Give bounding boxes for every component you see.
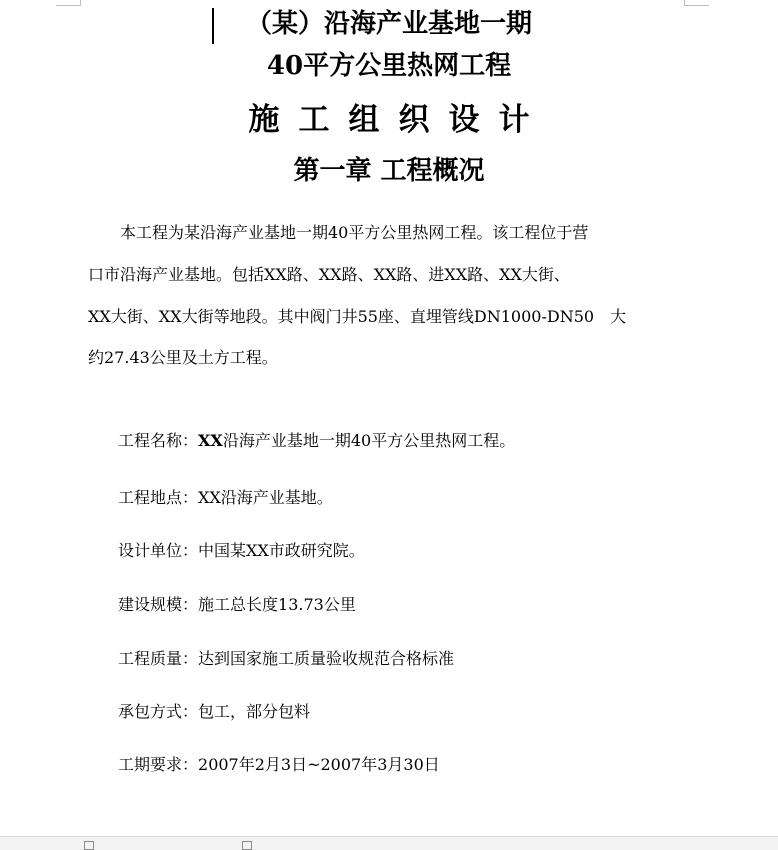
field-design-unit — [118, 540, 365, 562]
title-line-2: 40平方公里热网工程 — [266, 51, 512, 81]
chapter-title: 第一章 工程概况 — [293, 156, 485, 186]
field-value: 沿海产业基地一期40平方公里热网工程。 — [222, 431, 516, 450]
field-label: 承包方式： — [118, 702, 199, 721]
field-label: 工期要求： — [118, 755, 199, 774]
field-value: 中国某XX市政研究院。 — [198, 541, 365, 560]
intro-line: 本工程为某沿海产业基地一期40平方公里热网工程。该工程位于营 — [88, 223, 589, 242]
field-schedule — [118, 754, 440, 776]
field-label: 设计单位： — [118, 541, 199, 560]
intro-line: 口市沿海产业基地。包括XX路、XX路、XX路、进XX路、XX大街、 — [88, 265, 570, 284]
field-project-quality — [118, 648, 454, 670]
intro-line: XX大街、XX大街等地段。其中阀门井55座、直埋管线DN1000-DN50 大 — [88, 307, 627, 326]
field-label: 工程质量： — [118, 649, 199, 668]
title-line-3: 施工组织设计 — [248, 102, 549, 138]
field-label: 建设规模： — [118, 595, 199, 614]
field-project-location — [118, 487, 333, 509]
title-line-1: （某）沿海产业基地一期 — [245, 9, 532, 39]
field-contract-mode — [118, 701, 310, 723]
field-value-bold: XX — [198, 431, 223, 450]
intro-line: 约27.43公里及土方工程。 — [88, 348, 278, 367]
field-label: 工程地点： — [118, 488, 199, 507]
field-value: 2007年2月3日~2007年3月30日 — [198, 755, 440, 774]
field-value: 施工总长度13.73公里 — [198, 595, 356, 614]
field-construction-scale — [118, 594, 356, 616]
status-bar — [0, 836, 778, 850]
field-value: 达到国家施工质量验收规范合格标准 — [198, 649, 455, 668]
field-value: 包工，部分包料 — [198, 702, 311, 721]
field-project-name — [118, 430, 515, 452]
field-value: XX沿海产业基地。 — [198, 488, 333, 507]
field-label: 工程名称： — [118, 431, 199, 450]
